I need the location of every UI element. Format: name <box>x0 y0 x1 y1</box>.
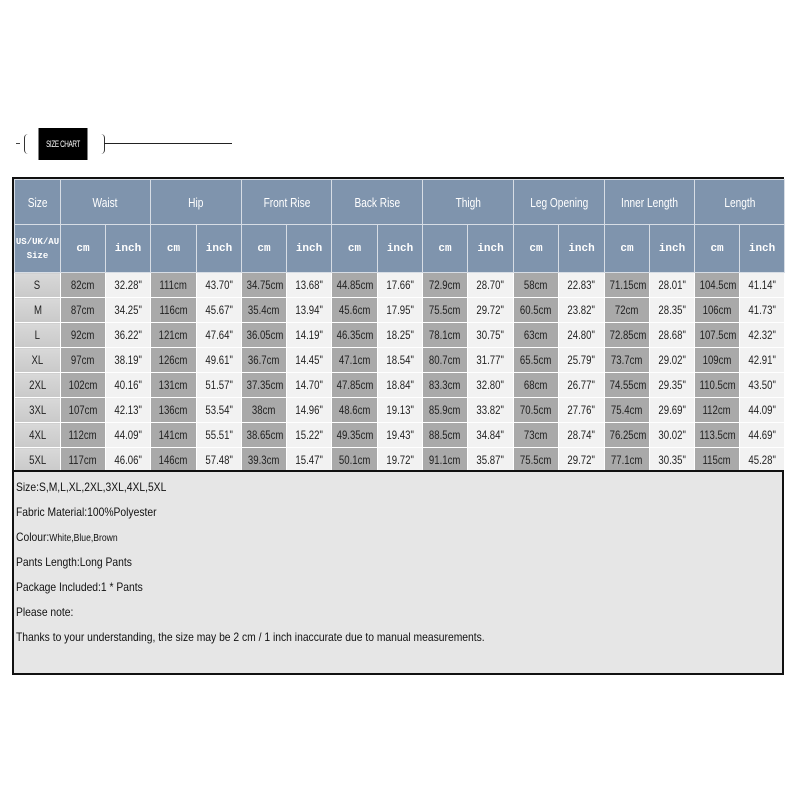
note-colour <box>16 528 675 553</box>
leg-opening-inch: 22.83" <box>559 273 605 298</box>
front-rise-cm: 38.65cm <box>242 423 287 448</box>
inner-length-inch: 28.68" <box>650 323 695 348</box>
size-label: 5XL <box>15 448 61 473</box>
unit-cm: cm <box>332 225 378 273</box>
hip-inch: 55.51" <box>197 423 242 448</box>
hip-cm: 131cm <box>151 373 197 398</box>
unit-cm: cm <box>605 225 650 273</box>
waist-inch: 32.28" <box>106 273 151 298</box>
thigh-inch: 30.75" <box>468 323 514 348</box>
hip-cm: 136cm <box>151 398 197 423</box>
back-rise-inch: 18.84" <box>378 373 423 398</box>
table-row <box>15 323 785 348</box>
thigh-cm: 78.1cm <box>423 323 468 348</box>
unit-cm: cm <box>695 225 740 273</box>
header-region-size: US/UK/AU Size <box>15 225 61 273</box>
leg-opening-cm: 63cm <box>514 323 559 348</box>
size-chart-table-container <box>12 177 784 473</box>
inner-length-cm: 75.4cm <box>605 398 650 423</box>
inner-length-cm: 72cm <box>605 298 650 323</box>
leg-opening-cm: 73cm <box>514 423 559 448</box>
waist-inch: 34.25" <box>106 298 151 323</box>
unit-inch: inch <box>468 225 514 273</box>
back-rise-cm: 46.35cm <box>332 323 378 348</box>
size-chart-table <box>14 179 785 473</box>
unit-cm: cm <box>423 225 468 273</box>
inner-length-inch: 29.69" <box>650 398 695 423</box>
back-rise-cm: 44.85cm <box>332 273 378 298</box>
back-rise-inch: 19.72" <box>378 448 423 473</box>
size-label: 3XL <box>15 398 61 423</box>
note-fabric: Fabric Material:100%Polyester <box>16 505 157 519</box>
inner-length-cm: 72.85cm <box>605 323 650 348</box>
thigh-inch: 35.87" <box>468 448 514 473</box>
length-cm: 107.5cm <box>695 323 740 348</box>
size-chart-tag: SIZE CHART <box>39 128 88 160</box>
leg-opening-inch: 27.76" <box>559 398 605 423</box>
front-rise-cm: 35.4cm <box>242 298 287 323</box>
header-row-groups <box>15 180 785 225</box>
back-rise-inch: 19.13" <box>378 398 423 423</box>
length-cm: 109cm <box>695 348 740 373</box>
thigh-inch: 34.84" <box>468 423 514 448</box>
hip-inch: 43.70" <box>197 273 242 298</box>
length-inch: 45.28" <box>740 448 785 473</box>
waist-cm: 82cm <box>61 273 106 298</box>
length-cm: 106cm <box>695 298 740 323</box>
leg-opening-inch: 23.82" <box>559 298 605 323</box>
inner-length-inch: 30.02" <box>650 423 695 448</box>
leg-opening-cm: 70.5cm <box>514 398 559 423</box>
waist-inch: 36.22" <box>106 323 151 348</box>
length-cm: 113.5cm <box>695 423 740 448</box>
size-table-body <box>15 273 785 473</box>
leg-opening-inch: 28.74" <box>559 423 605 448</box>
table-row <box>15 373 785 398</box>
waist-inch: 44.09" <box>106 423 151 448</box>
length-inch: 41.14" <box>740 273 785 298</box>
table-row <box>15 448 785 473</box>
unit-inch: inch <box>650 225 695 273</box>
size-label: XL <box>15 348 61 373</box>
front-rise-cm: 34.75cm <box>242 273 287 298</box>
inner-length-cm: 73.7cm <box>605 348 650 373</box>
hip-inch: 47.64" <box>197 323 242 348</box>
leg-opening-cm: 60.5cm <box>514 298 559 323</box>
front-rise-inch: 15.22" <box>287 423 332 448</box>
length-cm: 112cm <box>695 398 740 423</box>
length-cm: 110.5cm <box>695 373 740 398</box>
note-package: Package Included:1 * Pants <box>16 580 143 594</box>
hip-inch: 51.57" <box>197 373 242 398</box>
unit-inch: inch <box>287 225 332 273</box>
back-rise-cm: 45.6cm <box>332 298 378 323</box>
leg-opening-cm: 65.5cm <box>514 348 559 373</box>
unit-inch: inch <box>740 225 785 273</box>
leg-opening-inch: 26.77" <box>559 373 605 398</box>
inner-length-inch: 28.35" <box>650 298 695 323</box>
front-rise-cm: 38cm <box>242 398 287 423</box>
unit-cm: cm <box>61 225 106 273</box>
front-rise-cm: 36.7cm <box>242 348 287 373</box>
thigh-cm: 75.5cm <box>423 298 468 323</box>
length-inch: 44.69" <box>740 423 785 448</box>
leg-opening-cm: 58cm <box>514 273 559 298</box>
title-dash <box>16 143 20 144</box>
inner-length-inch: 29.35" <box>650 373 695 398</box>
front-rise-inch: 14.70" <box>287 373 332 398</box>
back-rise-inch: 18.25" <box>378 323 423 348</box>
waist-cm: 112cm <box>61 423 106 448</box>
waist-cm: 117cm <box>61 448 106 473</box>
waist-inch: 42.13" <box>106 398 151 423</box>
size-label: S <box>15 273 61 298</box>
back-rise-inch: 17.66" <box>378 273 423 298</box>
unit-inch: inch <box>106 225 151 273</box>
header-length: Length <box>695 180 785 225</box>
thigh-cm: 83.3cm <box>423 373 468 398</box>
hip-inch: 45.67" <box>197 298 242 323</box>
size-label: M <box>15 298 61 323</box>
front-rise-inch: 14.96" <box>287 398 332 423</box>
thigh-inch: 29.72" <box>468 298 514 323</box>
hip-cm: 141cm <box>151 423 197 448</box>
note-colour-label: Colour: <box>16 530 50 544</box>
inner-length-cm: 71.15cm <box>605 273 650 298</box>
inner-length-cm: 74.55cm <box>605 373 650 398</box>
inner-length-inch: 30.35" <box>650 448 695 473</box>
note-disclaimer: Thanks to your understanding, the size may be 2 cm / 1 inch inaccurate due to manual measurements. <box>16 630 485 644</box>
back-rise-cm: 49.35cm <box>332 423 378 448</box>
front-rise-cm: 39.3cm <box>242 448 287 473</box>
front-rise-cm: 37.35cm <box>242 373 287 398</box>
hip-cm: 111cm <box>151 273 197 298</box>
table-row <box>15 348 785 373</box>
unit-inch: inch <box>197 225 242 273</box>
back-rise-cm: 50.1cm <box>332 448 378 473</box>
front-rise-cm: 36.05cm <box>242 323 287 348</box>
thigh-inch: 28.70" <box>468 273 514 298</box>
length-inch: 42.32" <box>740 323 785 348</box>
thigh-cm: 80.7cm <box>423 348 468 373</box>
note-please-note: Please note: <box>16 605 74 619</box>
header-waist: Waist <box>61 180 151 225</box>
leg-opening-inch: 29.72" <box>559 448 605 473</box>
thigh-cm: 91.1cm <box>423 448 468 473</box>
waist-cm: 97cm <box>61 348 106 373</box>
title-bracket-left <box>24 134 31 154</box>
front-rise-inch: 15.47" <box>287 448 332 473</box>
inner-length-inch: 29.02" <box>650 348 695 373</box>
header-back-rise: Back Rise <box>332 180 423 225</box>
waist-cm: 92cm <box>61 323 106 348</box>
length-cm: 115cm <box>695 448 740 473</box>
waist-inch: 46.06" <box>106 448 151 473</box>
length-inch: 44.09" <box>740 398 785 423</box>
hip-cm: 126cm <box>151 348 197 373</box>
table-row <box>15 398 785 423</box>
leg-opening-inch: 25.79" <box>559 348 605 373</box>
thigh-inch: 31.77" <box>468 348 514 373</box>
hip-cm: 121cm <box>151 323 197 348</box>
inner-length-inch: 28.01" <box>650 273 695 298</box>
length-inch: 43.50" <box>740 373 785 398</box>
thigh-inch: 33.82" <box>468 398 514 423</box>
thigh-inch: 32.80" <box>468 373 514 398</box>
note-colour-value: White,Blue,Brown <box>49 533 118 544</box>
thigh-cm: 85.9cm <box>423 398 468 423</box>
product-notes-box <box>12 470 784 675</box>
thigh-cm: 88.5cm <box>423 423 468 448</box>
leg-opening-cm: 75.5cm <box>514 448 559 473</box>
table-row <box>15 298 785 323</box>
length-inch: 42.91" <box>740 348 785 373</box>
front-rise-inch: 14.19" <box>287 323 332 348</box>
unit-inch: inch <box>559 225 605 273</box>
header-row-units <box>15 225 785 273</box>
leg-opening-cm: 68cm <box>514 373 559 398</box>
back-rise-cm: 47.1cm <box>332 348 378 373</box>
size-label: L <box>15 323 61 348</box>
table-row <box>15 423 785 448</box>
back-rise-inch: 18.54" <box>378 348 423 373</box>
waist-inch: 38.19" <box>106 348 151 373</box>
hip-inch: 53.54" <box>197 398 242 423</box>
unit-cm: cm <box>151 225 197 273</box>
length-inch: 41.73" <box>740 298 785 323</box>
front-rise-inch: 14.45" <box>287 348 332 373</box>
size-label: 4XL <box>15 423 61 448</box>
header-inner-length: Inner Length <box>605 180 695 225</box>
title-rule <box>104 143 232 144</box>
header-size: Size <box>15 180 61 225</box>
hip-inch: 57.48" <box>197 448 242 473</box>
note-pants-length: Pants Length:Long Pants <box>16 555 132 569</box>
size-chart-title-bar <box>14 124 234 162</box>
header-leg-opening: Leg Opening <box>514 180 605 225</box>
thigh-cm: 72.9cm <box>423 273 468 298</box>
unit-inch: inch <box>378 225 423 273</box>
hip-cm: 116cm <box>151 298 197 323</box>
waist-cm: 107cm <box>61 398 106 423</box>
unit-cm: cm <box>514 225 559 273</box>
back-rise-cm: 47.85cm <box>332 373 378 398</box>
header-hip: Hip <box>151 180 242 225</box>
unit-cm: cm <box>242 225 287 273</box>
size-label: 2XL <box>15 373 61 398</box>
back-rise-cm: 48.6cm <box>332 398 378 423</box>
leg-opening-inch: 24.80" <box>559 323 605 348</box>
front-rise-inch: 13.94" <box>287 298 332 323</box>
inner-length-cm: 77.1cm <box>605 448 650 473</box>
waist-inch: 40.16" <box>106 373 151 398</box>
note-sizes: Size:S,M,L,XL,2XL,3XL,4XL,5XL <box>16 480 167 494</box>
header-thigh: Thigh <box>423 180 514 225</box>
header-front-rise: Front Rise <box>242 180 332 225</box>
inner-length-cm: 76.25cm <box>605 423 650 448</box>
length-cm: 104.5cm <box>695 273 740 298</box>
waist-cm: 87cm <box>61 298 106 323</box>
hip-inch: 49.61" <box>197 348 242 373</box>
table-row <box>15 273 785 298</box>
back-rise-inch: 17.95" <box>378 298 423 323</box>
waist-cm: 102cm <box>61 373 106 398</box>
title-bracket-right <box>98 134 105 154</box>
front-rise-inch: 13.68" <box>287 273 332 298</box>
back-rise-inch: 19.43" <box>378 423 423 448</box>
hip-cm: 146cm <box>151 448 197 473</box>
